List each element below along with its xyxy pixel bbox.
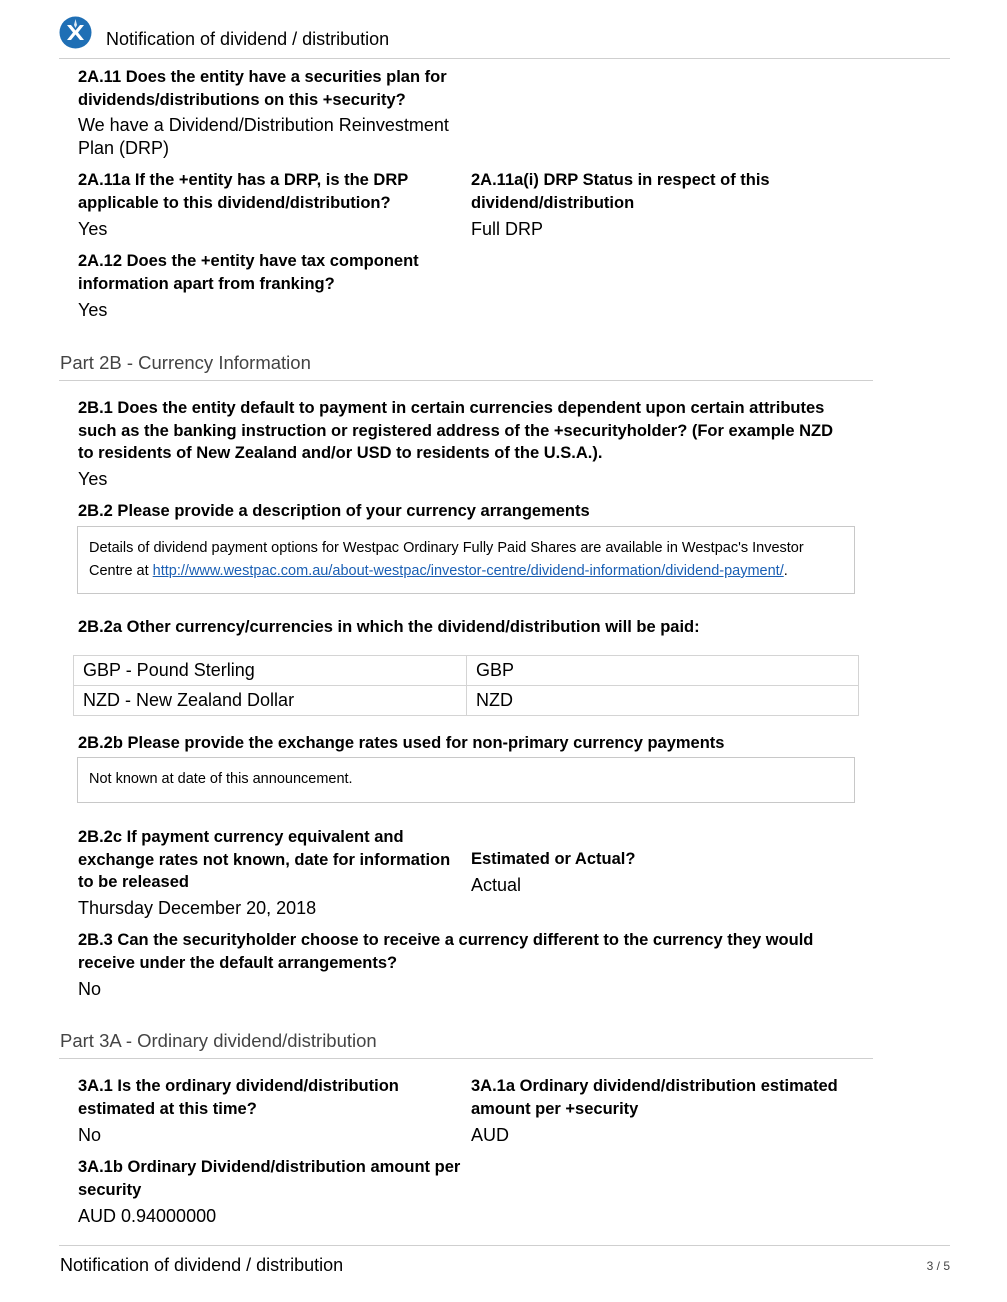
currency-name: GBP - Pound Sterling bbox=[74, 656, 467, 686]
q-2b2a-question: 2B.2a Other currency/currencies in which the dividend/distribution will be paid: bbox=[78, 618, 700, 636]
asx-logo bbox=[59, 16, 92, 49]
q-2b2b-answer: Not known at date of this announcement. bbox=[89, 771, 353, 787]
q-2b2-answer-box bbox=[77, 526, 855, 594]
page-number: 3 / 5 bbox=[926, 1259, 950, 1273]
q-2a11ai-answer: Full DRP bbox=[471, 219, 544, 239]
asx-logo-icon bbox=[59, 16, 92, 49]
currency-name: NZD - New Zealand Dollar bbox=[74, 686, 467, 716]
q-2a11a-answer: Yes bbox=[78, 219, 108, 239]
footer-title: Notification of dividend / distribution bbox=[60, 1255, 344, 1275]
q-2b3-answer: No bbox=[78, 979, 102, 999]
q-2b2-text-end: . bbox=[783, 563, 788, 579]
part-3a-heading: Part 3A - Ordinary dividend/distribution bbox=[60, 1030, 377, 1051]
header-title: Notification of dividend / distribution bbox=[106, 29, 390, 49]
estimated-actual-answer: Actual bbox=[471, 875, 522, 895]
q-3a1b-answer: AUD 0.94000000 bbox=[78, 1206, 217, 1226]
q-2b2-text: Details of dividend payment options for Westpac Ordinary Fully Paid Shares are available in Westpac's Investor Centre at bbox=[89, 540, 804, 579]
q-2b1-question: 2B.1 Does the entity default to payment in certain currencies dependent upon certain attributes such as the banking instruction or registered address of the +securityholder? (For example NZD to residents of New Zealand and/or USD to residents of the U.S.A.). bbox=[78, 399, 834, 462]
q-2b3-question: 2B.3 Can the securityholder choose to receive a currency different to the currency they would receive under the default arrangements? bbox=[78, 931, 814, 972]
q-3a1a-answer: AUD bbox=[471, 1125, 510, 1145]
q-2b2b-answer-box bbox=[77, 757, 855, 803]
q-3a1-answer: No bbox=[78, 1125, 102, 1145]
q-2a12-answer: Yes bbox=[78, 300, 108, 320]
q-3a1b-question: 3A.1b Ordinary Dividend/distribution amount per security bbox=[78, 1158, 461, 1199]
q-2a11-answer: We have a Dividend/Distribution Reinvestment Plan (DRP) bbox=[78, 115, 449, 158]
q-2b2c-answer: Thursday December 20, 2018 bbox=[78, 898, 317, 918]
footer-divider bbox=[59, 1245, 950, 1246]
currency-table bbox=[73, 655, 859, 716]
part-2b-divider bbox=[59, 380, 873, 381]
q-3a1a-question: 3A.1a Ordinary dividend/distribution estimated amount per +security bbox=[471, 1077, 838, 1118]
q-2b2-question: 2B.2 Please provide a description of your currency arrangements bbox=[78, 502, 590, 520]
q-2a11ai-question: 2A.11a(i) DRP Status in respect of this dividend/distribution bbox=[471, 171, 770, 212]
q-2b1-answer: Yes bbox=[78, 469, 108, 489]
q-3a1-question: 3A.1 Is the ordinary dividend/distribution estimated at this time? bbox=[78, 1077, 399, 1118]
currency-info-link[interactable]: http://www.westpac.com.au/about-westpac/investor-centre/dividend-information/dividend-payment/ bbox=[152, 563, 784, 579]
header-divider bbox=[59, 58, 950, 59]
table-row bbox=[74, 656, 859, 686]
q-2a12-question: 2A.12 Does the +entity have tax component information apart from franking? bbox=[78, 252, 419, 293]
part-3a-divider bbox=[59, 1058, 873, 1059]
estimated-actual-question: Estimated or Actual? bbox=[471, 850, 636, 868]
q-2a11a-question: 2A.11a If the +entity has a DRP, is the DRP applicable to this dividend/distribution? bbox=[78, 171, 408, 212]
currency-code: NZD bbox=[467, 686, 859, 716]
q-2a11-question: 2A.11 Does the entity have a securities plan for dividends/distributions on this +security? bbox=[78, 68, 447, 109]
q-2b2b-question: 2B.2b Please provide the exchange rates used for non-primary currency payments bbox=[78, 734, 725, 752]
q-2b2c-question: 2B.2c If payment currency equivalent and exchange rates not known, date for information to be released bbox=[78, 828, 451, 891]
part-2b-heading: Part 2B - Currency Information bbox=[60, 352, 311, 373]
table-row bbox=[74, 686, 859, 716]
currency-code: GBP bbox=[467, 656, 859, 686]
